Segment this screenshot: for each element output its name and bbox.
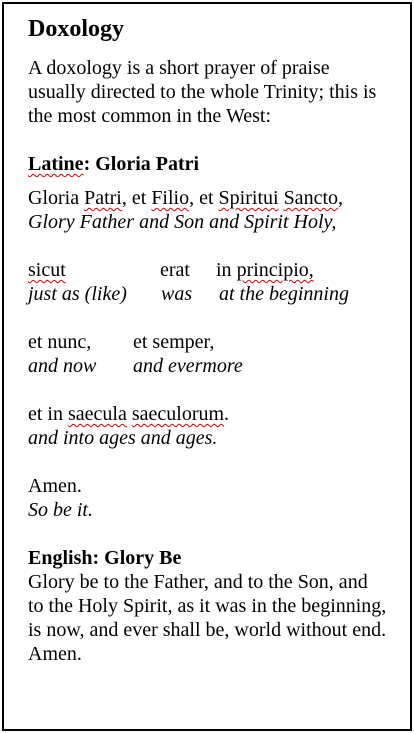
latin-word: principio, <box>236 259 314 281</box>
latin-word: Patri <box>84 187 122 209</box>
english-word: and evermore <box>133 355 243 377</box>
document-frame <box>2 2 412 731</box>
latin-line-1 <box>28 186 388 210</box>
english-word: just as (like) <box>28 283 127 305</box>
english-word: was <box>161 283 193 305</box>
latin-word: et in <box>28 403 68 425</box>
page-title: Doxology <box>28 16 124 42</box>
latin-word: , <box>338 187 343 209</box>
latin-word: erat <box>160 259 190 281</box>
document-content <box>28 14 388 666</box>
english-line-2 <box>28 282 388 306</box>
latin-word: in <box>216 259 237 281</box>
english-line-5: So be it. <box>28 499 93 521</box>
latin-word: Filio <box>151 187 190 209</box>
latin-line-3 <box>28 330 388 354</box>
latin-line-4 <box>28 402 388 426</box>
latin-word: . <box>224 403 230 425</box>
latin-word: et nunc, <box>28 331 92 353</box>
latin-word: Spiritui <box>218 187 279 209</box>
latin-line-2 <box>28 258 388 282</box>
english-line-3 <box>28 354 388 378</box>
latin-word: saecula <box>68 403 127 425</box>
english-line-4: and into ages and ages. <box>28 427 218 449</box>
latin-word: sicut <box>28 259 66 281</box>
latin-heading <box>28 152 388 176</box>
latin-word: saeculorum <box>131 403 225 425</box>
latin-line-5: Amen. <box>28 475 82 497</box>
intro-paragraph: A doxology is a short prayer of praise usually directed to the whole Trinity; this is the most common in the West: <box>28 57 377 127</box>
latin-heading-prefix: Latine <box>28 153 84 175</box>
english-word: and now <box>28 355 97 377</box>
latin-word: , et <box>121 187 152 209</box>
english-line-1: Glory Father and Son and Spirit Holy, <box>28 211 337 233</box>
latin-word: Sancto <box>283 187 338 209</box>
latin-word: , et <box>189 187 219 209</box>
english-word: at the beginning <box>219 283 349 305</box>
latin-word: Gloria <box>28 187 85 209</box>
english-heading: English: Glory Be <box>28 547 182 569</box>
latin-heading-rest: : Gloria Patri <box>83 153 200 175</box>
latin-word: et semper, <box>133 331 215 353</box>
english-prayer: Glory be to the Father, and to the Son, and to the Holy Spirit, as it was in the beginning, is now, and ever shall be, world without end. Amen. <box>28 571 387 665</box>
